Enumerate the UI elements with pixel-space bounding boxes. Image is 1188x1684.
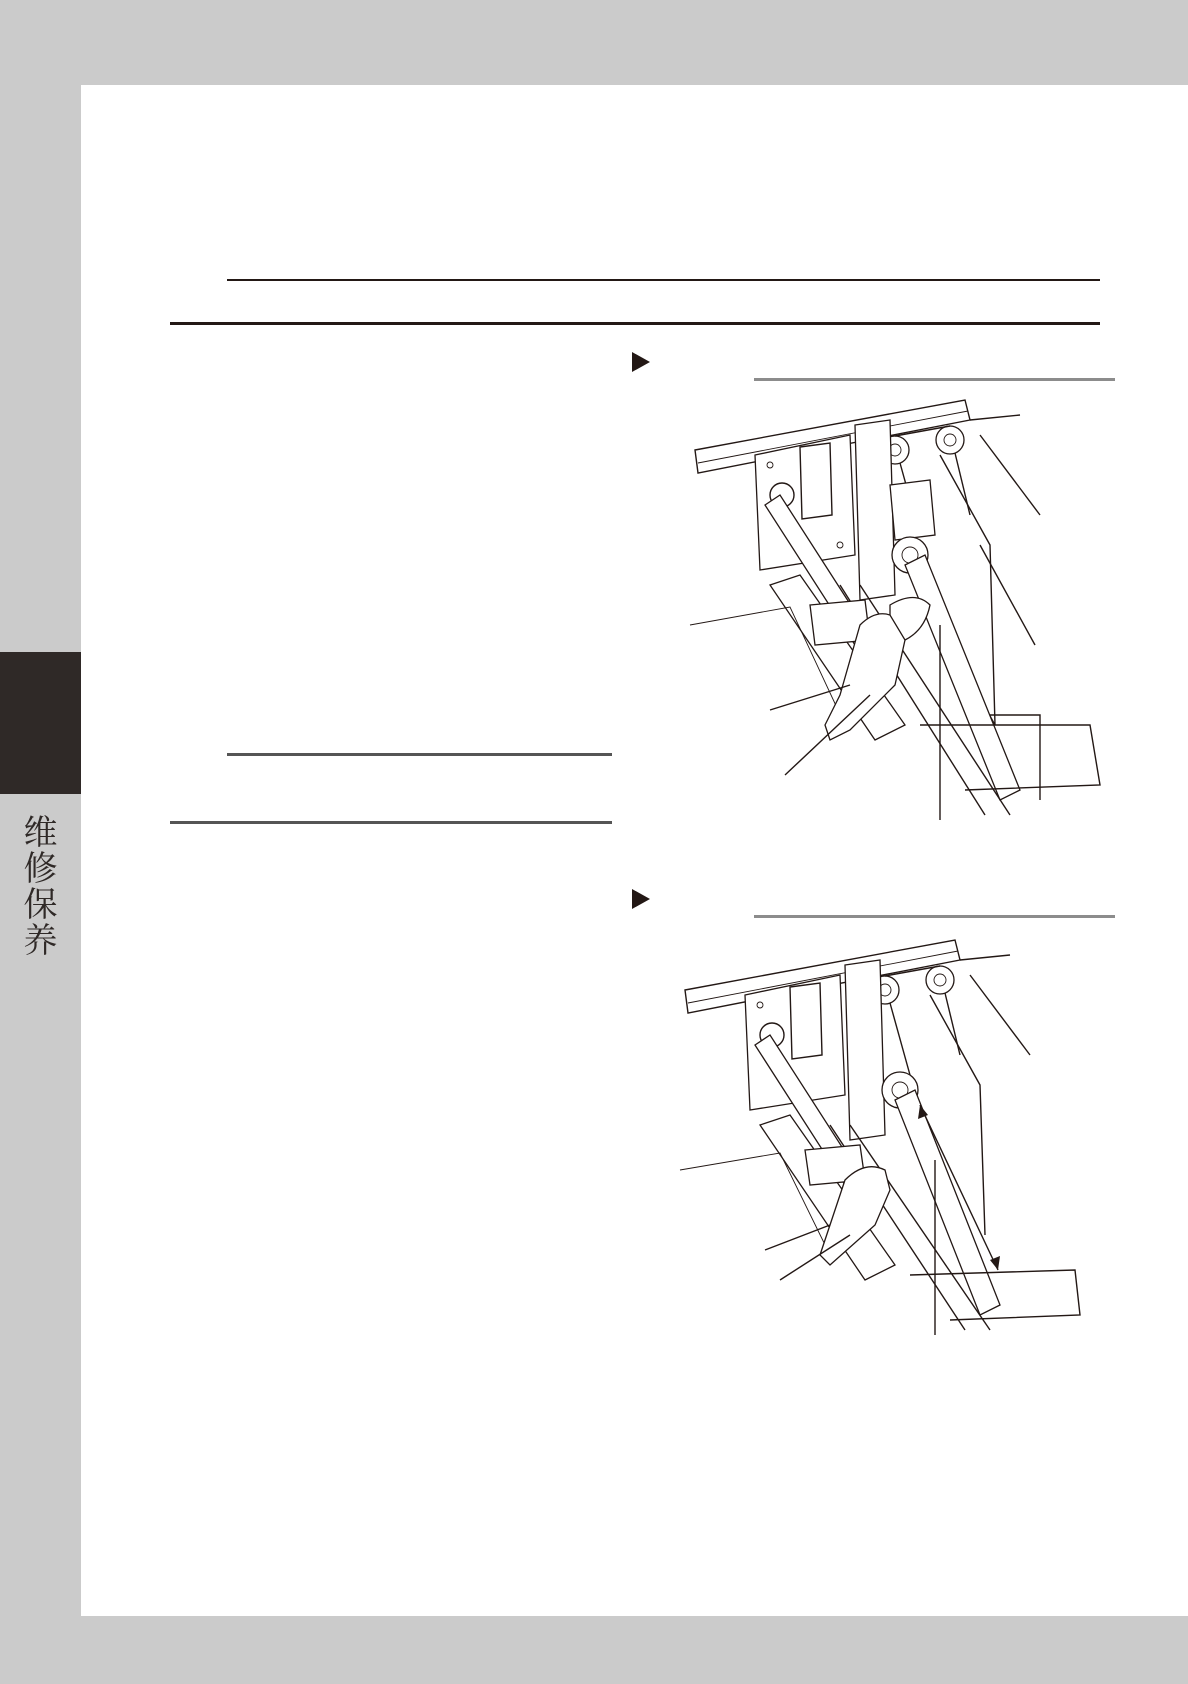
section-label-char: 维	[23, 813, 58, 853]
figure-caption-rule	[754, 915, 1115, 918]
note-rule-bottom	[170, 821, 612, 824]
title-rule-bottom	[170, 322, 1100, 325]
illustration-wipe-shaft-svg	[690, 395, 1110, 825]
section-label-char: 修	[23, 849, 58, 889]
maintenance-illustration-wipe-shaft	[690, 395, 1110, 825]
section-label	[0, 815, 81, 959]
note-rule-top	[227, 753, 612, 756]
section-label-char: 保	[23, 885, 58, 925]
section-tab-marker	[0, 652, 81, 794]
figure-caption-rule	[754, 378, 1115, 381]
illustration-move-carriage-svg	[680, 935, 1100, 1335]
step-triangle-icon	[632, 889, 650, 909]
document-page	[81, 85, 1188, 1616]
section-label-char: 养	[23, 921, 58, 961]
maintenance-illustration-move-carriage	[680, 935, 1100, 1335]
step-triangle-icon	[632, 352, 650, 372]
title-rule-top	[227, 279, 1100, 281]
